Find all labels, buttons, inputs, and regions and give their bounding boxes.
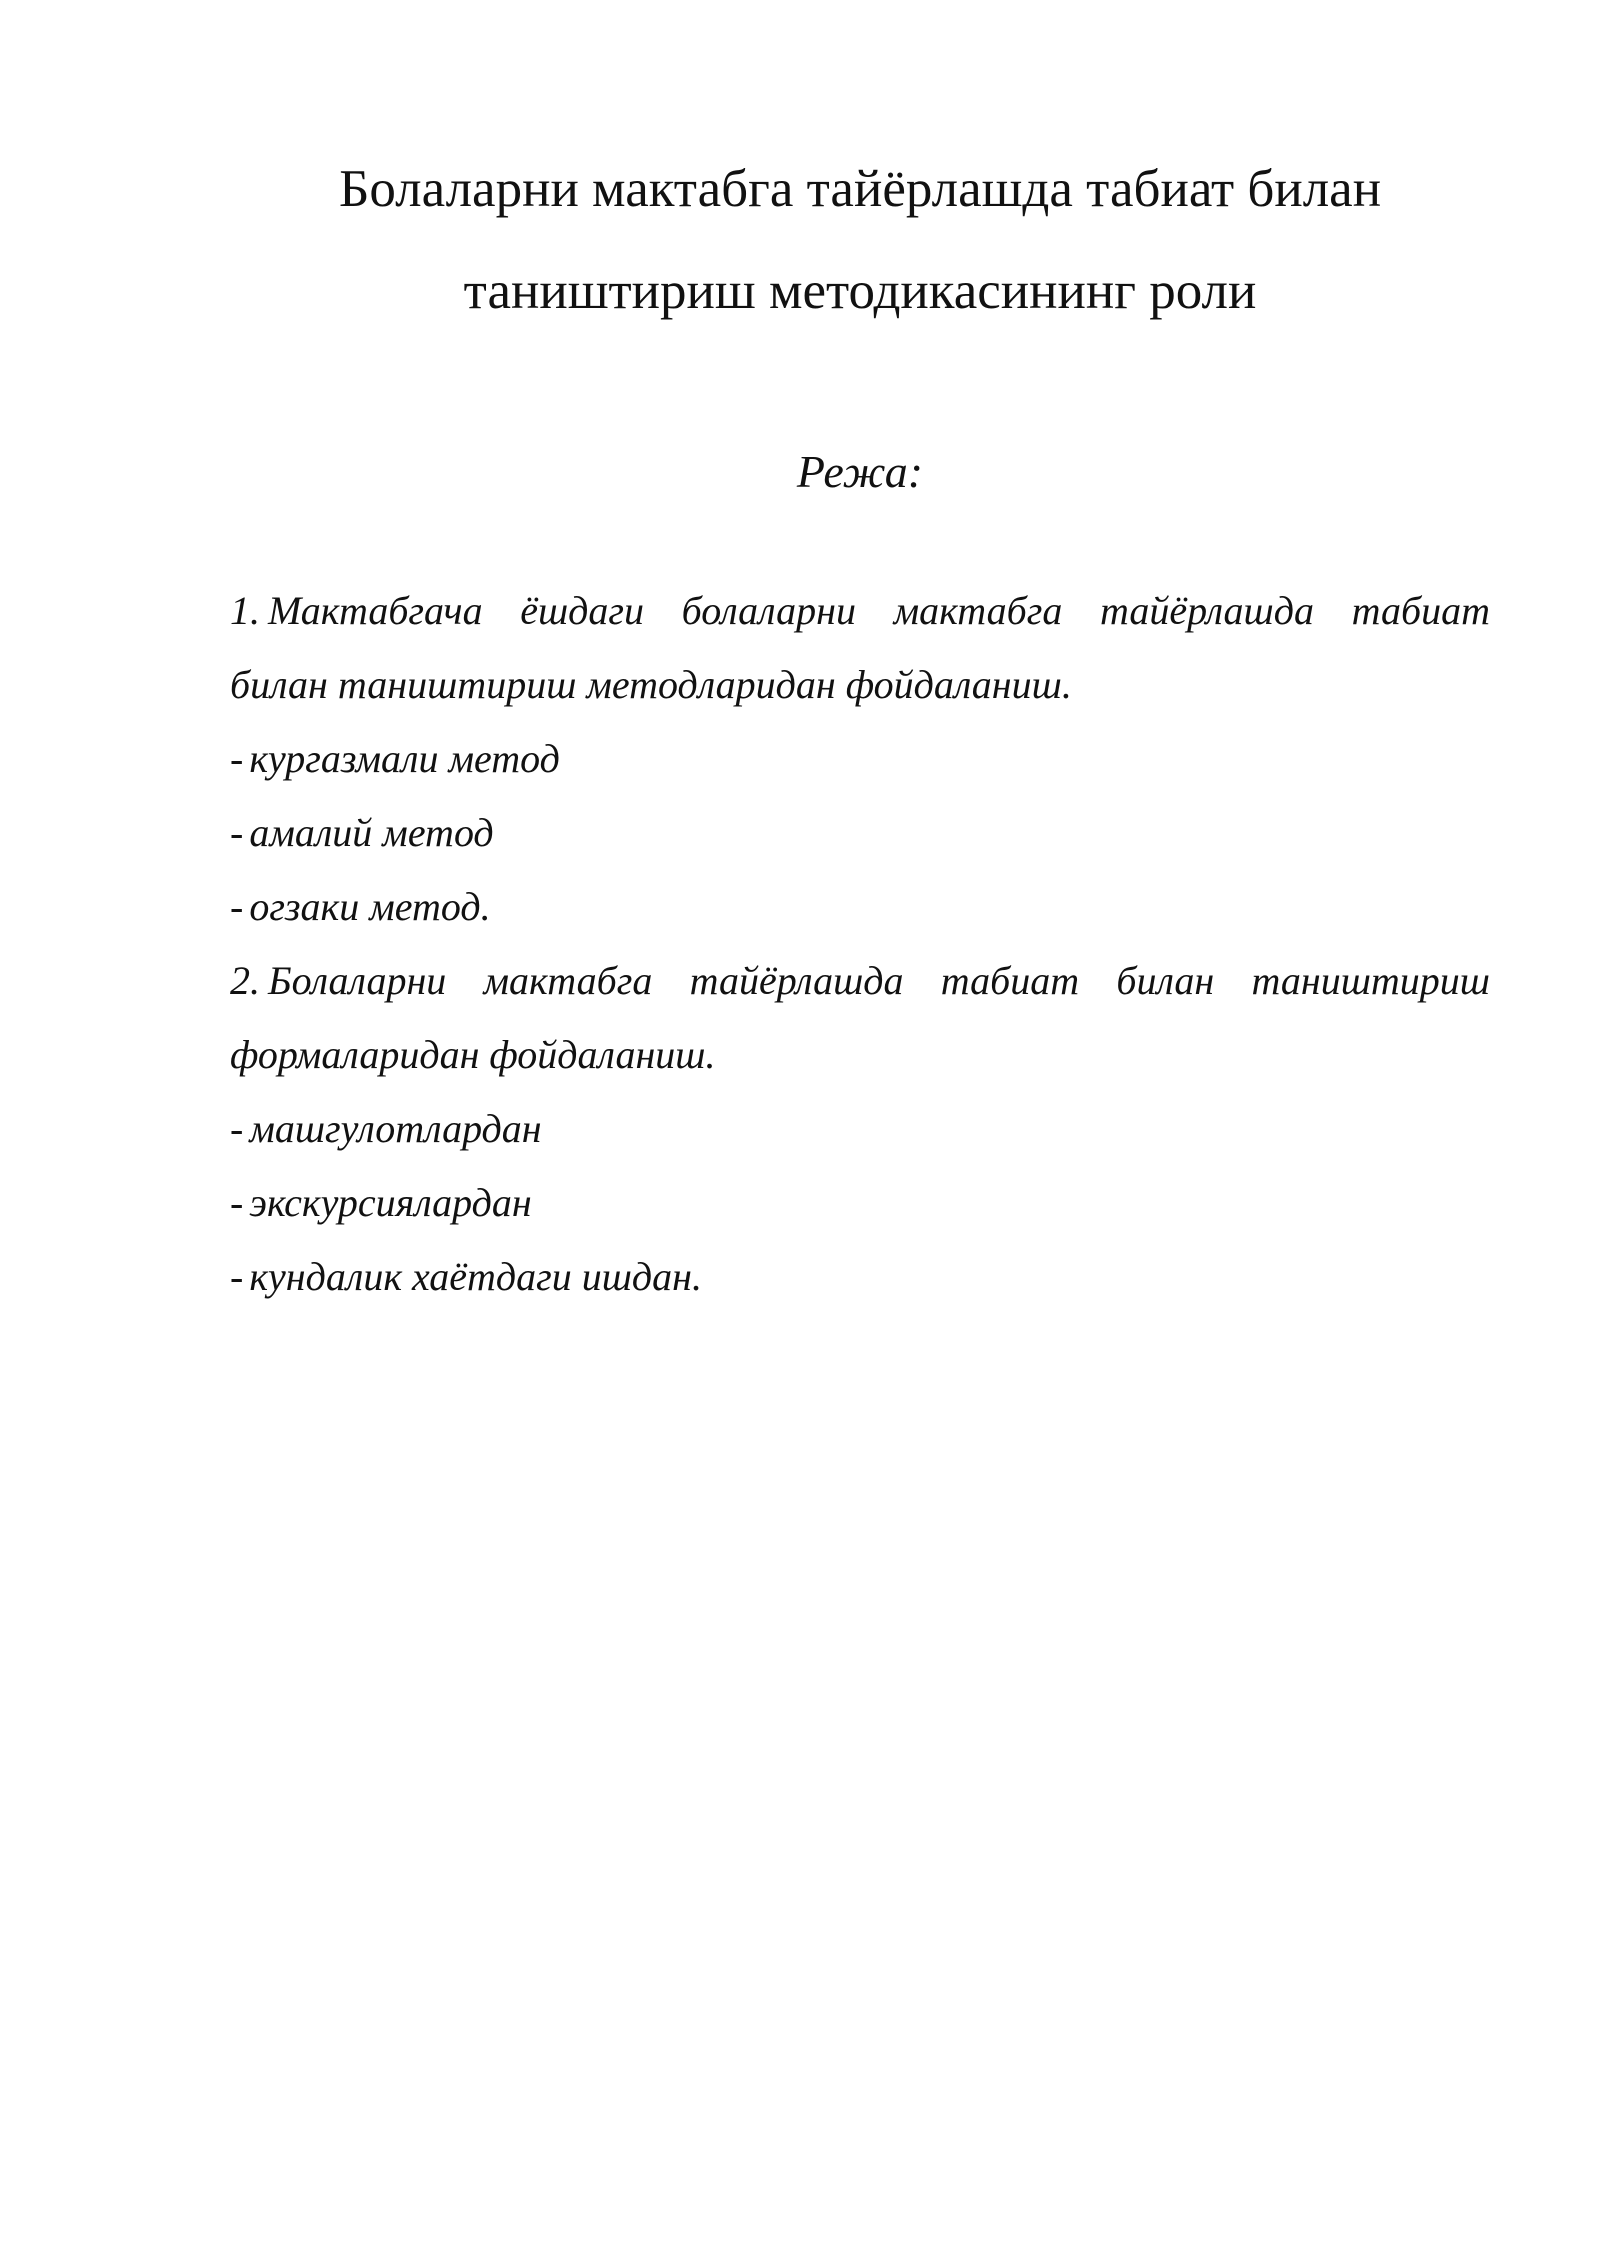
section-1-item-3-text: огзаки метод.	[249, 884, 491, 929]
section-1-item-2	[230, 808, 1490, 858]
section-2-item-2	[230, 1178, 1490, 1228]
list-dash: -	[230, 736, 244, 781]
section-2-line-2: формаларидан фойдаланиш.	[230, 1032, 716, 1077]
list-dash: -	[230, 1180, 244, 1225]
document-title-line-2: таништириш методикасининг роли	[463, 262, 1257, 320]
section-2-item-3	[230, 1252, 1490, 1302]
section-1-item-1	[230, 734, 1490, 784]
section-1-number: 1.	[230, 588, 260, 633]
list-dash: -	[230, 1106, 244, 1151]
section-1-item-1-text: кургазмали метод	[249, 736, 560, 781]
plan-heading: Режа:	[796, 446, 924, 497]
section-1-line-1	[230, 586, 1490, 636]
section-1-item-3	[230, 882, 1490, 932]
list-dash: -	[230, 1254, 244, 1299]
section-1-line-2: билан таништириш методларидан фойдаланиш.	[230, 662, 1072, 707]
section-2-item-3-text: кундалик хаётдаги ишдан.	[249, 1254, 703, 1299]
section-2-text-line-1: Болаларни мактабга тайёрлашда табиат билан таништириш	[268, 958, 1490, 1003]
section-2-item-1	[230, 1104, 1490, 1154]
section-2-number: 2.	[230, 958, 260, 1003]
section-1-text-line-1: Мактабгача ёшдаги болаларни мактабга тайёрлашда табиат	[268, 588, 1490, 633]
list-dash: -	[230, 884, 244, 929]
list-dash: -	[230, 810, 244, 855]
section-1-item-2-text: амалий метод	[249, 810, 494, 855]
document-title-line-1: Болаларни мактабга тайёрлашда табиат билан	[338, 160, 1382, 218]
section-2-item-2-text: экскурсиялардан	[249, 1180, 532, 1225]
section-2-line-1	[230, 956, 1490, 1006]
section-2-item-1-text: машгулотлардан	[249, 1106, 542, 1151]
